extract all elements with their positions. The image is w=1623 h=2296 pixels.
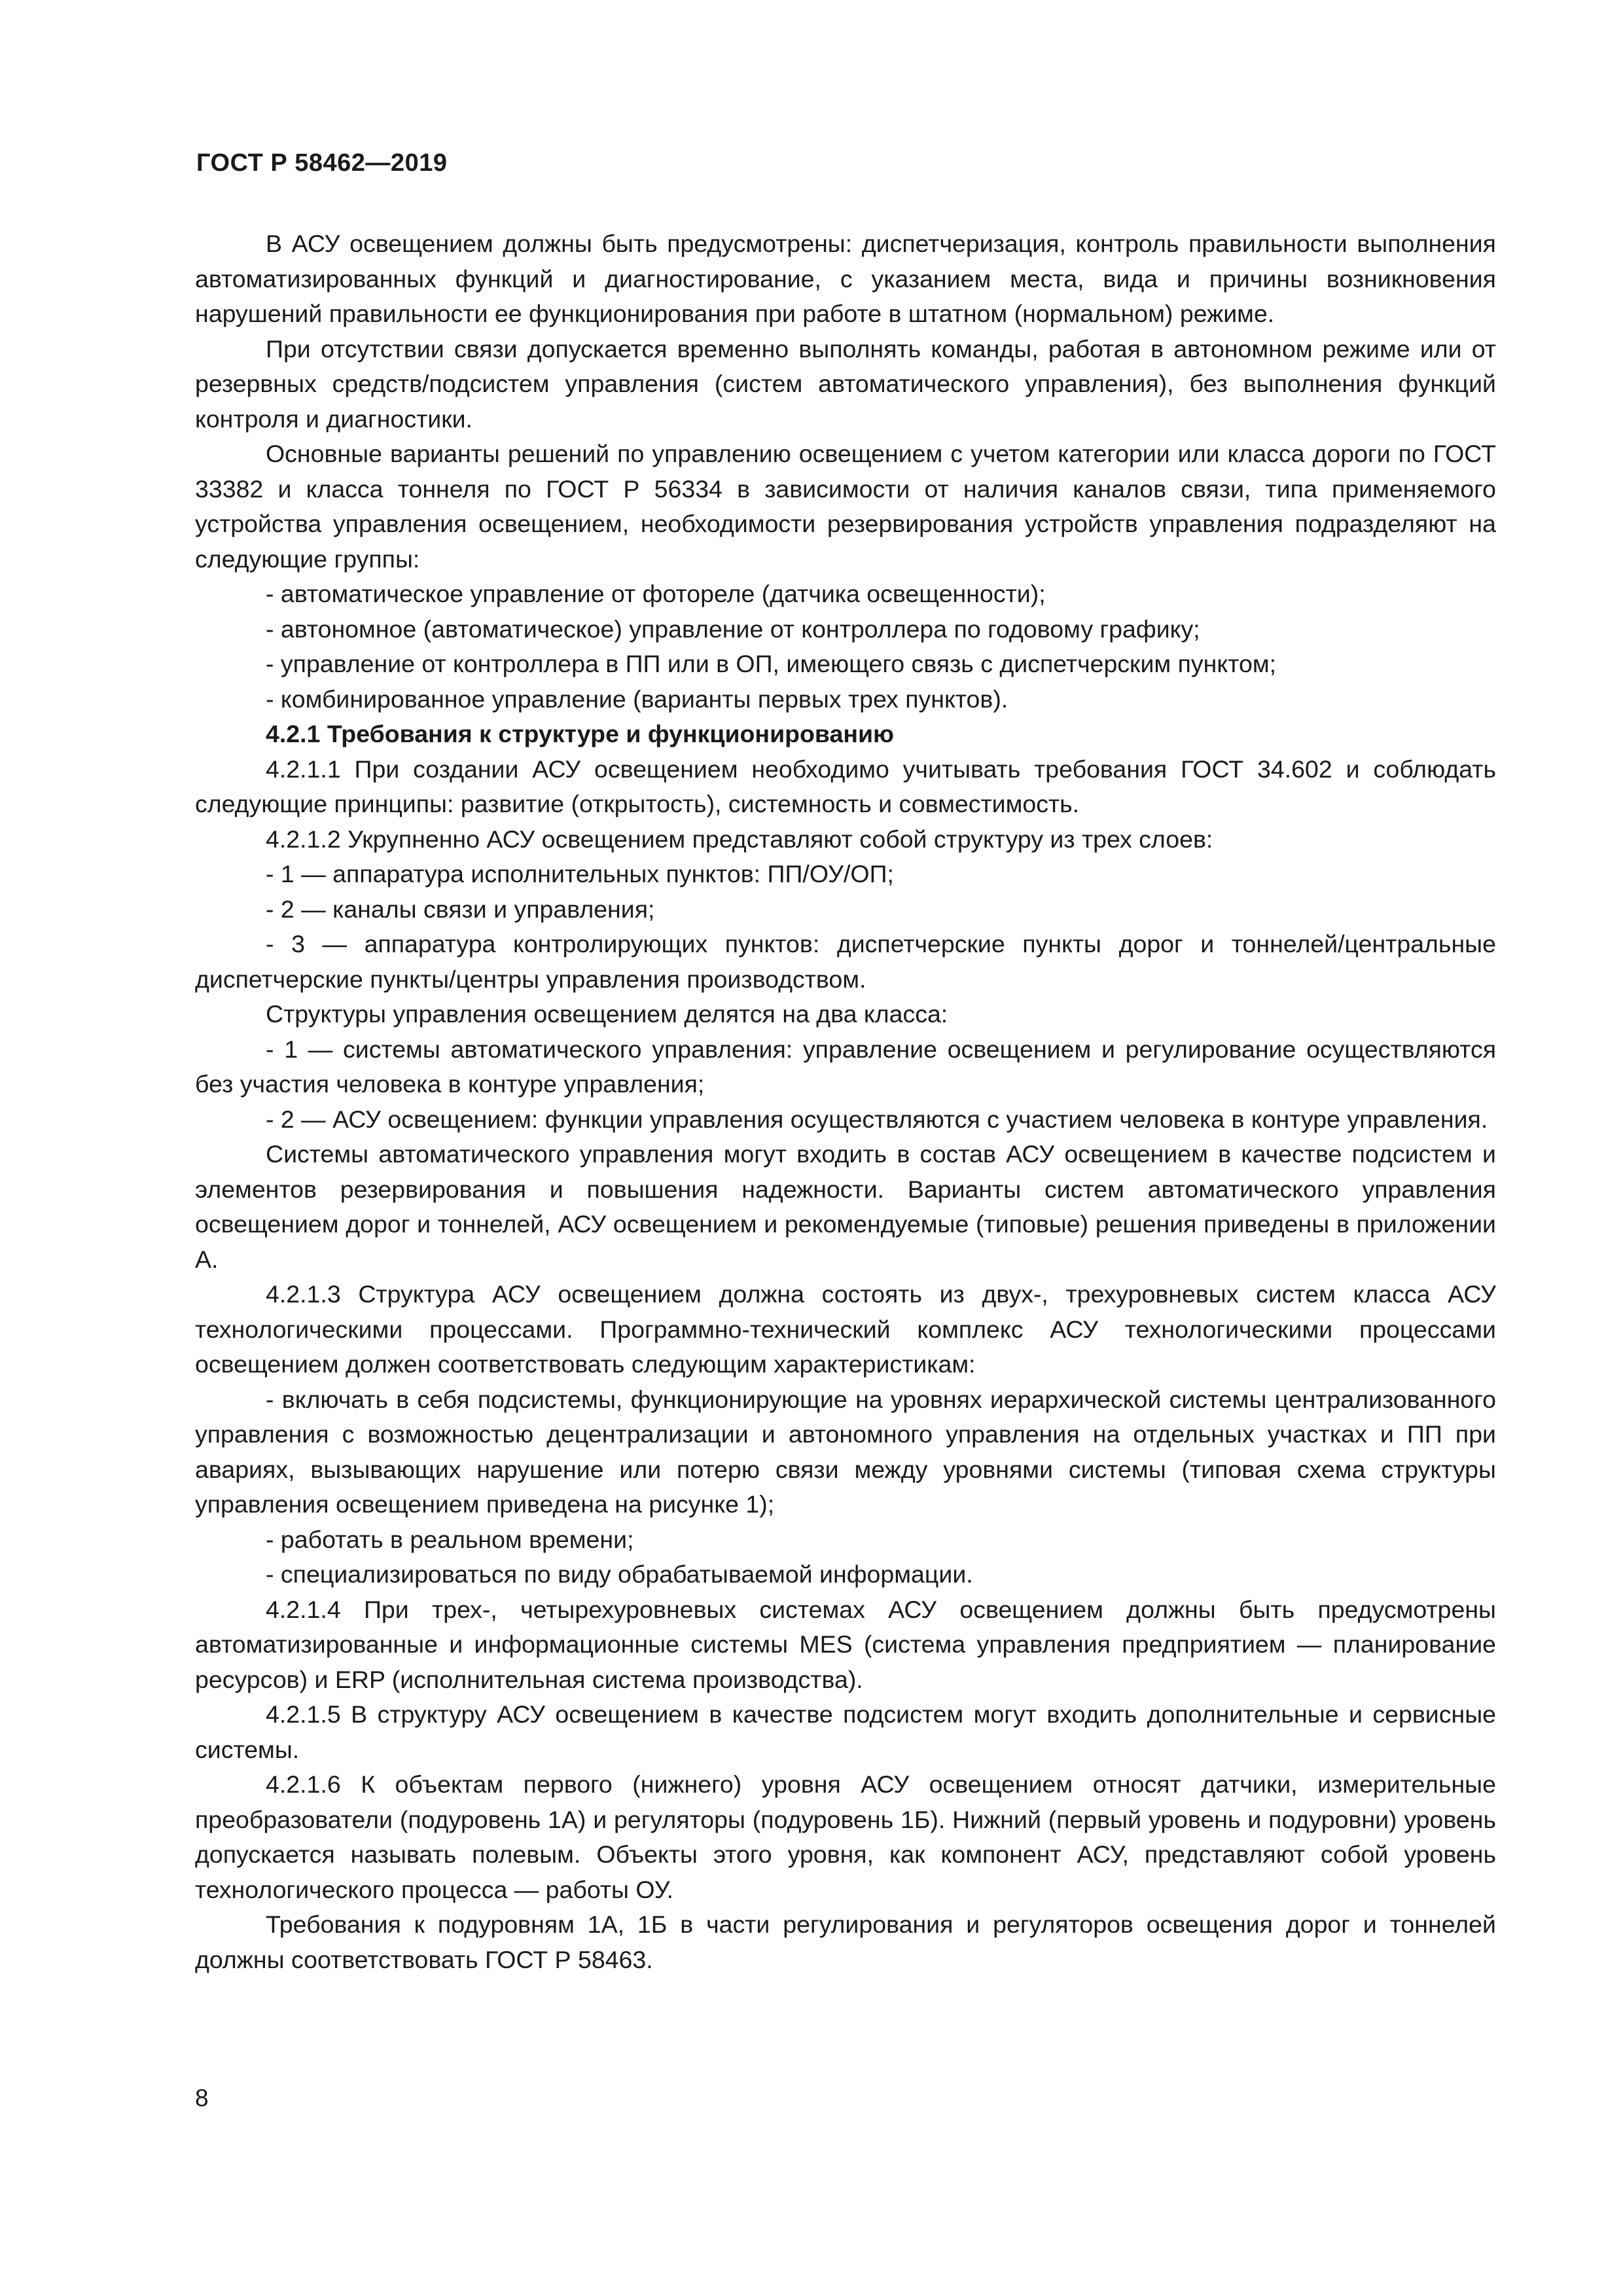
paragraph: Системы автоматического управления могут входить в состав АСУ освещением в качестве подсистем и элементов резервирования и повышения надежности. Варианты систем автоматического управления освещением дорог и тоннелей, АСУ освещением и рекомендуемые (типовые) решения приведены в приложении А. bbox=[195, 1140, 1496, 1273]
paragraph: 4.2.1.1 При создании АСУ освещением необходимо учитывать требования ГОСТ 34.602 и соблюдать следующие принципы: развитие (открытость), системность и совместимость. bbox=[195, 755, 1496, 817]
paragraph: При отсутствии связи допускается временно выполнять команды, работая в автономном режиме или от резервных средств/подсистем управления (систем автоматического управления), без выполнения функций контроля и диагностики. bbox=[195, 334, 1496, 433]
paragraph: - включать в себя подсистемы, функционирующие на уровнях иерархической системы централизованного управления с возможностью децентрализации и автономного управления на отдельных участках и ПП при авариях, вызывающих нарушение или потерю связи между уровнями системы (типовая схема структуры управления освещением приведена на рисунке 1); bbox=[195, 1385, 1496, 1518]
list-item: - комбинированное управление (варианты первых трех пунктов). bbox=[266, 685, 1008, 713]
list-item: - автоматическое управление от фотореле (датчика освещенности); bbox=[266, 580, 1046, 607]
list-item: - 1 — аппаратура исполнительных пунктов: ПП/ОУ/ОП; bbox=[266, 860, 894, 888]
paragraph: Основные варианты решений по управлению освещением с учетом категории или класса дороги по ГОСТ 33382 и класса тоннеля по ГОСТ Р 56334 в зависимости от наличия каналов связи, типа применяемого устройства управления освещением, необходимости резервирования устройств управления подразделяют на следующие группы: bbox=[195, 440, 1496, 573]
paragraph: 4.2.1.6 К объектам первого (нижнего) уровня АСУ освещением относят датчики, измерительные преобразователи (подуровень 1А) и регуляторы (подуровень 1Б). Нижний (первый уровень и подуровни) уровень допускается называть полевым. Объекты этого уровня, как компонент АСУ, представляют собой уровень технологического процесса — работы ОУ. bbox=[195, 1770, 1496, 1903]
paragraph: Требования к подуровням 1А, 1Б в части регулирования и регуляторов освещения дорог и тоннелей должны соответствовать ГОСТ Р 58463. bbox=[195, 1910, 1496, 1973]
paragraph: 4.2.1.5 В структуру АСУ освещением в качестве подсистем могут входить дополнительные и сервисные системы. bbox=[195, 1700, 1496, 1763]
paragraph: Структуры управления освещением делятся на два класса: bbox=[266, 1000, 948, 1028]
list-item: - автономное (автоматическое) управление от контроллера по годовому графику; bbox=[266, 615, 1200, 643]
document-body bbox=[195, 226, 1496, 1977]
paragraph: - 3 — аппаратура контролирующих пунктов: диспетчерские пункты дорог и тоннелей/центральные диспетчерские пункты/центры управления производством. bbox=[195, 930, 1496, 993]
paragraph: В АСУ освещением должны быть предусмотрены: диспетчеризация, контроль правильности выполнения автоматизированных функций и диагностирование, с указанием места, вида и причины возникновения нарушений правильности ее функционирования при работе в штатном (нормальном) режиме. bbox=[195, 230, 1496, 327]
paragraph: 4.2.1.2 Укрупненно АСУ освещением представляют собой структуру из трех слоев: bbox=[266, 825, 1213, 853]
list-item: - специализироваться по виду обрабатываемой информации. bbox=[266, 1560, 973, 1588]
list-item: - работать в реальном времени; bbox=[266, 1525, 634, 1553]
page-number: 8 bbox=[195, 2085, 209, 2111]
paragraph: - 2 — АСУ освещением: функции управления осуществляются с участием человека в контуре управления. bbox=[266, 1105, 1488, 1133]
paragraph: 4.2.1.3 Структура АСУ освещением должна состоять из двух-, трехуровневых систем класса АСУ технологическими процессами. Программно-технический комплекс АСУ технологическими процессами освещением должен соответствовать следующим характеристикам: bbox=[195, 1280, 1496, 1378]
list-item: - 2 — каналы связи и управления; bbox=[266, 895, 655, 923]
document-header: ГОСТ Р 58462—2019 bbox=[196, 149, 448, 177]
paragraph: 4.2.1.4 При трех-, четырехуровневых системах АСУ освещением должны быть предусмотрены автоматизированные и информационные системы MES (система управления предприятием — планирование ресурсов) и ERP (исполнительная система производства). bbox=[195, 1595, 1496, 1693]
section-heading: 4.2.1 Требования к структуре и функционированию bbox=[266, 720, 895, 747]
paragraph: - 1 — системы автоматического управления: управление освещением и регулирование осуществляются без участия человека в контуре управления; bbox=[195, 1035, 1496, 1098]
list-item: - управление от контроллера в ПП или в ОП, имеющего связь с диспетчерским пунктом; bbox=[266, 650, 1277, 677]
